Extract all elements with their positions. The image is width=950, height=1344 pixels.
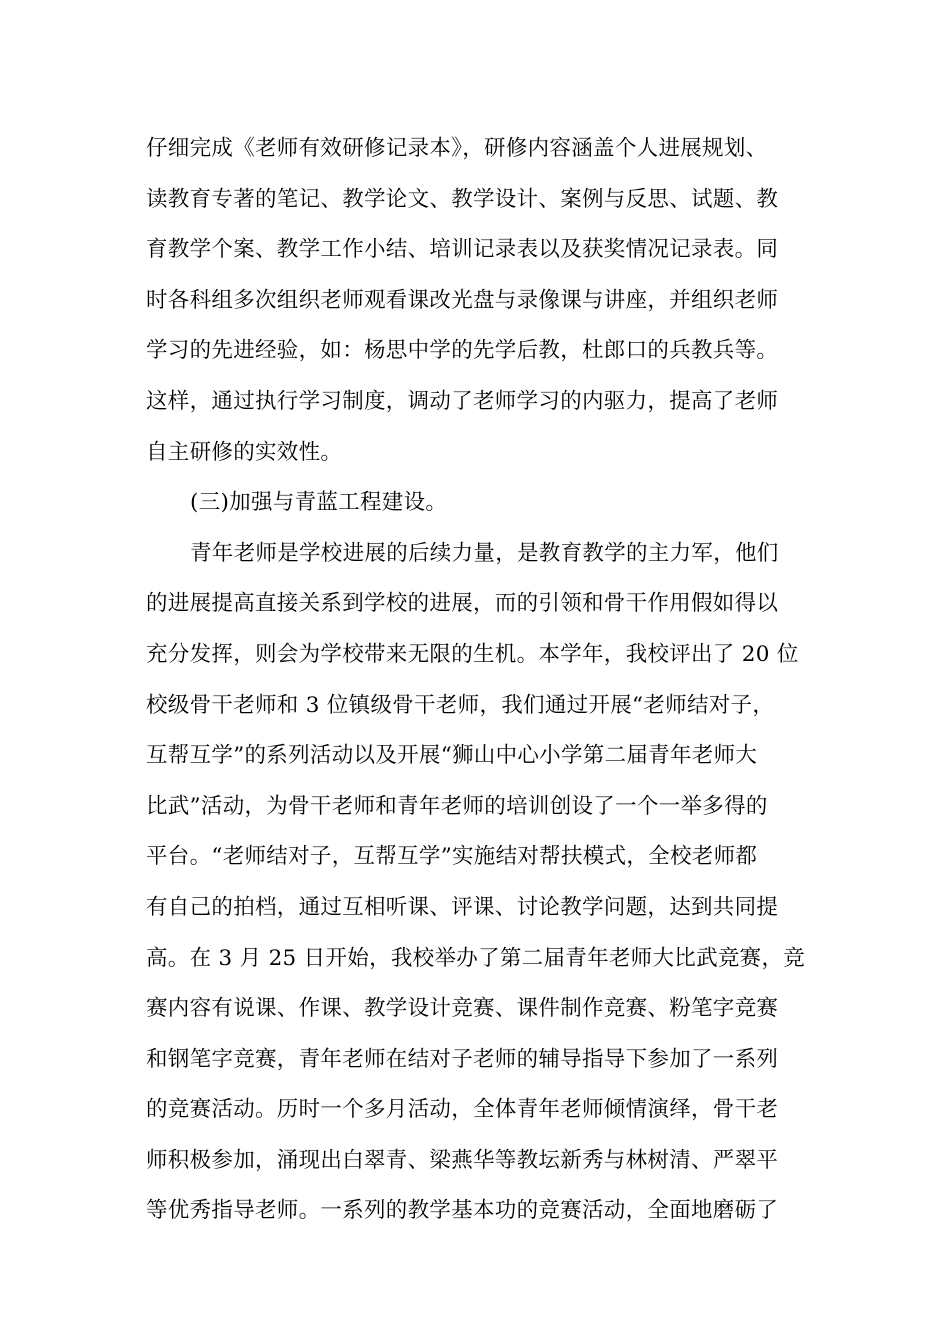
document-body <box>146 124 806 1237</box>
section-heading: (三)加强与青蓝工程建设。 <box>190 490 448 516</box>
paragraph-line: 师积极参加，涌现出白翠青、梁燕华等教坛新秀与林树清、严翠平 <box>146 1147 779 1173</box>
paragraph-line: 互帮互学”的系列活动以及开展“狮山中心小学第二届青年老师大 <box>146 743 758 769</box>
paragraph-line: 和钢笔字竞赛，青年老师在结对子老师的辅导指导下参加了一系列 <box>146 1046 779 1072</box>
paragraph-line: 校级骨干老师和 3 位镇级骨干老师，我们通过开展“老师结对子， <box>146 692 775 718</box>
paragraph-line: 学习的先进经验，如：杨思中学的先学后教，杜郎口的兵教兵等。 <box>146 338 779 364</box>
paragraph-line: 高。在 3 月 25 日开始，我校举办了第二届青年老师大比武竞赛，竞 <box>146 945 806 971</box>
paragraph-line: 这样，通过执行学习制度，调动了老师学习的内驱力，提高了老师 <box>146 388 779 414</box>
paragraph-line: 等优秀指导老师。一系列的教学基本功的竞赛活动，全面地磨砺了 <box>146 1198 779 1224</box>
paragraph-line: 育教学个案、教学工作小结、培训记录表以及获奖情况记录表。同 <box>146 237 779 263</box>
paragraph-line: 平台。“老师结对子，互帮互学”实施结对帮扶模式，全校老师都 <box>146 844 758 870</box>
paragraph-line: 赛内容有说课、作课、教学设计竞赛、课件制作竞赛、粉笔字竞赛 <box>146 996 779 1022</box>
paragraph-line: 的竞赛活动。历时一个多月活动，全体青年老师倾情演绎，骨干老 <box>146 1097 779 1123</box>
paragraph-line: 比武”活动，为骨干老师和青年老师的培训创设了一个一举多得的 <box>146 793 768 819</box>
paragraph-line: 充分发挥，则会为学校带来无限的生机。本学年，我校评出了 20 位 <box>146 641 799 667</box>
paragraph-line: 读教育专著的笔记、教学论文、教学设计、案例与反思、试题、教 <box>146 186 779 212</box>
paragraph-line: 自主研修的实效性。 <box>146 439 343 465</box>
paragraph-line: 有自己的拍档，通过互相听课、评课、讨论教学问题，达到共同提 <box>146 894 779 920</box>
paragraph-line: 青年老师是学校进展的后续力量，是教育教学的主力军，他们 <box>190 540 779 566</box>
paragraph-line: 的进展提高直接关系到学校的进展，而的引领和骨干作用假如得以 <box>146 591 779 617</box>
paragraph-line: 时各科组多次组织老师观看课改光盘与录像课与讲座，并组织老师 <box>146 287 779 313</box>
paragraph-line: 仔细完成《老师有效研修记录本》，研修内容涵盖个人进展规划、 <box>146 136 768 161</box>
